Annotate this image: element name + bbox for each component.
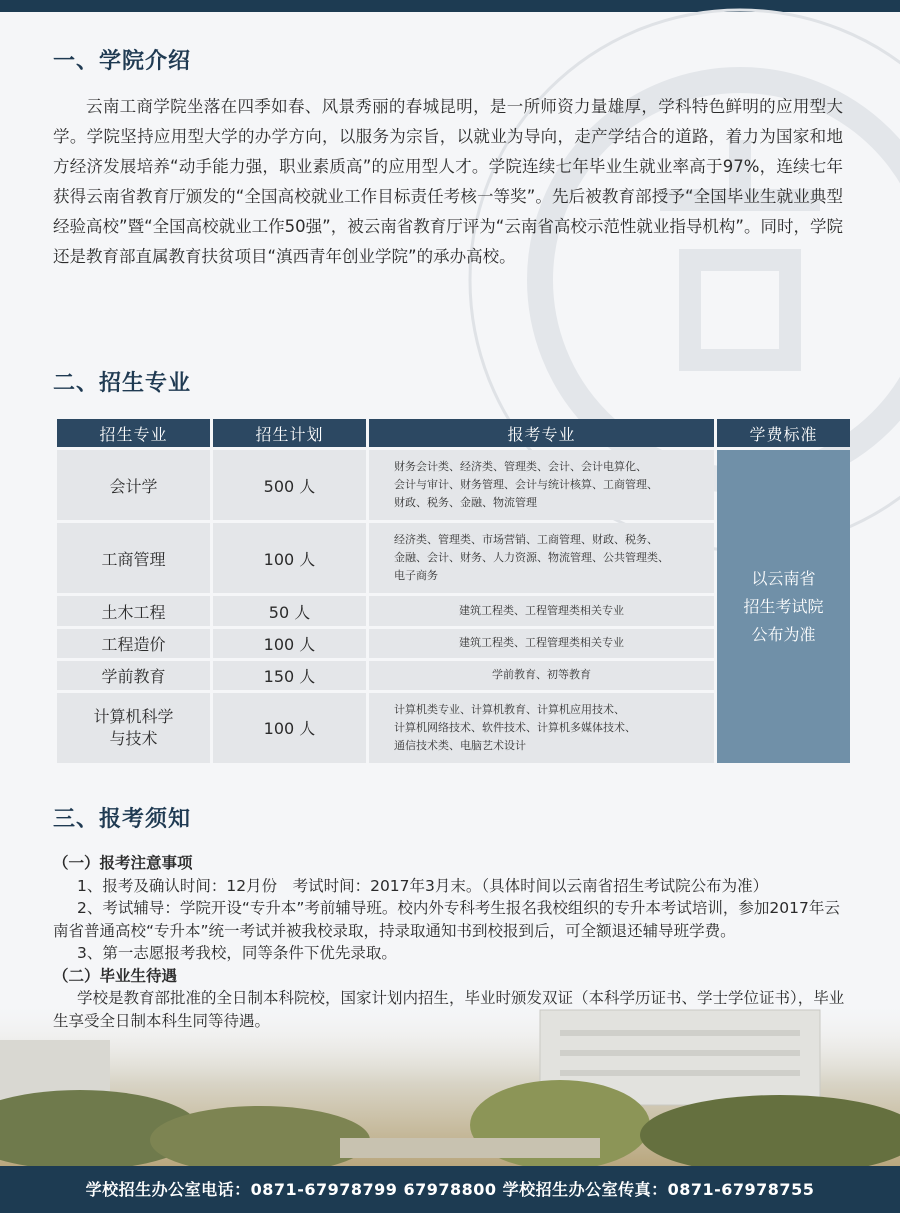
plan-cell: 100 人 bbox=[213, 523, 366, 593]
notes-item-3: 3、第一志愿报考我校，同等条件下优先录取。 bbox=[77, 944, 397, 962]
apply-cell: 建筑工程类、工程管理类相关专业 bbox=[369, 596, 714, 625]
fee-cell: 以云南省 招生考试院 公布为准 bbox=[717, 450, 850, 763]
top-bar bbox=[0, 0, 900, 12]
table-row bbox=[57, 450, 850, 520]
header-fee: 学费标准 bbox=[717, 419, 850, 447]
major-cell: 工商管理 bbox=[57, 523, 210, 593]
apply-cell: 经济类、管理类、市场营销、工商管理、财政、税务、 金融、会计、财务、人力资源、物流管理、公共管理类、 电子商务 bbox=[369, 523, 714, 593]
footer-contact-bar: 学校招生办公室电话：0871-67978799 67978800 学校招生办公室传真：0871-67978755 bbox=[0, 1166, 900, 1213]
major-cell: 工程造价 bbox=[57, 629, 210, 658]
notes-item-2: 2、考试辅导：学院开设“专升本”考前辅导班。校内外专科考生报名我校组织的专升本考试培训，参加2017年云南省普通高校“专升本”统一考试并被我校录取，持录取通知书到校报到后，可全额退还辅导班学费。 bbox=[53, 899, 840, 940]
majors-table bbox=[54, 416, 853, 766]
section-title-majors: 二、招生专业 bbox=[53, 371, 192, 396]
notes-block bbox=[53, 852, 848, 1032]
header-apply: 报考专业 bbox=[369, 419, 714, 447]
apply-cell: 学前教育、初等教育 bbox=[369, 661, 714, 690]
major-cell: 计算机科学 与技术 bbox=[57, 693, 210, 763]
plan-cell: 100 人 bbox=[213, 693, 366, 763]
major-cell: 土木工程 bbox=[57, 596, 210, 625]
plan-cell: 150 人 bbox=[213, 661, 366, 690]
notes-item-1: 1、报考及确认时间：12月份 考试时间：2017年3月末。（具体时间以云南省招生考试院公布为准） bbox=[77, 876, 769, 895]
notes-graduate-paragraph: 学校是教育部批准的全日制本科院校，国家计划内招生，毕业时颁发双证（本科学历证书、学士学位证书），毕业生享受全日制本科生同等待遇。 bbox=[53, 989, 845, 1030]
plan-cell: 50 人 bbox=[213, 596, 366, 625]
apply-cell: 计算机类专业、计算机教育、计算机应用技术、 计算机网络技术、软件技术、计算机多媒体技术、 通信技术类、电脑艺术设计 bbox=[369, 693, 714, 763]
plan-cell: 100 人 bbox=[213, 629, 366, 658]
notes-subtitle-2: （二）毕业生待遇 bbox=[53, 966, 178, 985]
section-title-intro: 一、学院介绍 bbox=[53, 49, 192, 74]
notes-subtitle-1: （一）报考注意事项 bbox=[53, 854, 193, 872]
major-cell: 会计学 bbox=[57, 450, 210, 520]
major-cell: 学前教育 bbox=[57, 661, 210, 690]
header-plan: 招生计划 bbox=[213, 419, 366, 447]
header-major: 招生专业 bbox=[57, 419, 210, 447]
apply-cell: 建筑工程类、工程管理类相关专业 bbox=[369, 629, 714, 658]
section-title-notes: 三、报考须知 bbox=[53, 807, 192, 832]
plan-cell: 500 人 bbox=[213, 450, 366, 520]
table-header-row bbox=[57, 419, 850, 447]
apply-cell: 财务会计类、经济类、管理类、会计、会计电算化、 会计与审计、财务管理、会计与统计核算、工商管理、 财政、税务、金融、物流管理 bbox=[369, 450, 714, 520]
intro-paragraph: 云南工商学院坐落在四季如春、风景秀丽的春城昆明，是一所师资力量雄厚，学科特色鲜明的应用型大学。学院坚持应用型大学的办学方向，以服务为宗旨，以就业为导向，走产学结合的道路，着力为国家和地方经济发展培养“动手能力强，职业素质高”的应用型人才。学院连续七年毕业生就业率高于97%，连续七年获得云南省教育厅颁发的“全国高校就业工作目标责任考核一等奖”。先后被教育部授予“全国毕业生就业典型经验高校”暨“全国高校就业工作50强”，被云南省教育厅评为“云南省高校示范性就业指导机构”。同时，学院还是教育部直属教育扶贫项目“滇西青年创业学院”的承办高校。 bbox=[53, 97, 843, 266]
